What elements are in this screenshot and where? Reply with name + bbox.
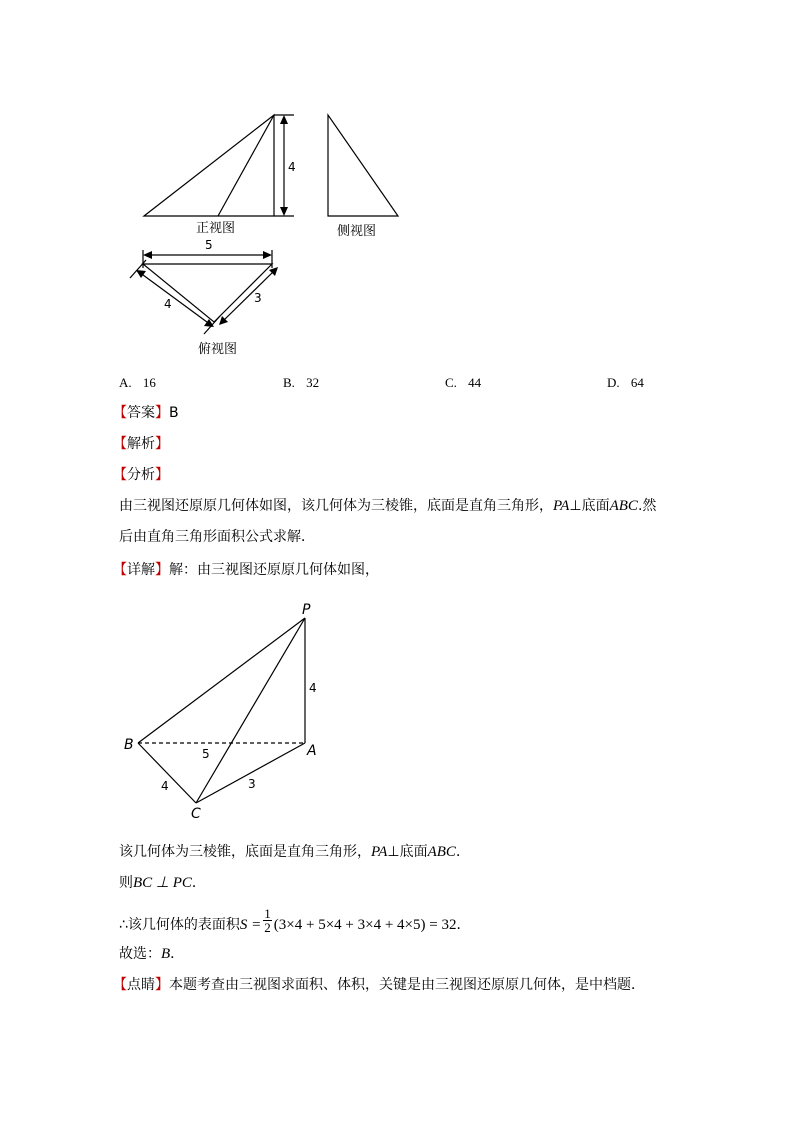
comment-line: 【点睛】本题考查由三视图求面积、体积，关键是由三视图还原原几何体，是中档题． — [113, 977, 645, 993]
area-expression: (3×4 + 5×4 + 3×4 + 4×5) = 32 — [273, 916, 457, 933]
vertex-c: C — [191, 806, 201, 822]
top-dim-left-label: 4 — [164, 297, 172, 311]
top-dim-arrow-right — [263, 251, 272, 259]
analysis-heading: 【解析】 — [113, 436, 169, 452]
option-b-letter: B. — [283, 375, 295, 390]
choice-line: 故选：B． — [119, 946, 185, 962]
front-height-label: 4 — [288, 160, 296, 174]
option-c — [445, 374, 481, 392]
edge-pb — [138, 618, 305, 743]
fraction-denominator: 2 — [264, 920, 271, 935]
detail-line: 【详解】解：由三视图还原原几何体如图， — [113, 562, 379, 578]
top-dim-arrow-bl1 — [136, 270, 146, 278]
s-symbol: S = — [239, 916, 262, 933]
option-c-letter: C. — [445, 375, 457, 390]
conclusion-line-1: 该几何体为三棱锥，底面是直角三角形，PA⊥底面ABC． — [119, 844, 470, 860]
top-dim-arrow-left — [143, 251, 152, 259]
edge-pc — [196, 618, 305, 803]
side-view-caption: 侧视图 — [337, 224, 377, 239]
option-d-letter: D. — [607, 375, 620, 390]
length-pa: 4 — [309, 681, 317, 695]
answer-value: B — [169, 405, 179, 421]
option-d-value: 64 — [630, 375, 644, 390]
top-view-caption: 俯视图 — [198, 342, 238, 357]
conclusion-line-2: 则BC ⊥ PC． — [119, 875, 206, 891]
option-a-letter: A. — [119, 375, 132, 390]
option-a — [119, 374, 156, 392]
fraction-numerator: 1 — [264, 906, 271, 921]
pyramid-figure — [0, 590, 794, 830]
edge-ca — [196, 743, 305, 803]
edge-bc — [138, 743, 196, 803]
answer-tag: 答案 — [127, 405, 155, 421]
option-c-value: 44 — [468, 375, 482, 390]
answer-line: 【答案】B — [113, 405, 179, 421]
vertex-p: P — [302, 602, 311, 618]
top-dim-right-label: 3 — [254, 291, 262, 305]
perp-formula: BC ⊥ PC — [133, 875, 192, 891]
side-view — [328, 115, 398, 216]
option-a-value: 16 — [142, 375, 156, 390]
option-b-value: 32 — [306, 375, 320, 390]
three-view-figure — [0, 0, 794, 370]
fenxi-line-2: 后由直角三角形面积公式求解． — [119, 529, 315, 545]
front-view — [144, 115, 294, 216]
fenxi-heading: 【分析】 — [113, 467, 169, 483]
front-height-arrow-bottom — [280, 207, 288, 216]
fraction — [263, 907, 272, 934]
length-bc: 4 — [161, 779, 169, 793]
option-d — [607, 374, 644, 392]
option-b — [283, 374, 319, 392]
front-view-caption: 正视图 — [196, 221, 236, 236]
length-ba: 5 — [202, 747, 210, 761]
top-dim-top-label: 5 — [205, 238, 213, 252]
surface-area-line: ∴该几何体的表面积S = $\frac{1}{2}$ (3×4 + 5×4 + 3×4 + 4×5) = 32． — [119, 906, 471, 935]
front-height-arrow-top — [280, 115, 288, 124]
length-ca: 3 — [248, 777, 256, 791]
fenxi-line-1: 由三视图还原原几何体如图，该几何体为三棱锥，底面是直角三角形，PA⊥底面ABC.然 — [119, 498, 657, 514]
vertex-b: B — [124, 737, 134, 753]
vertex-a: A — [307, 743, 317, 759]
